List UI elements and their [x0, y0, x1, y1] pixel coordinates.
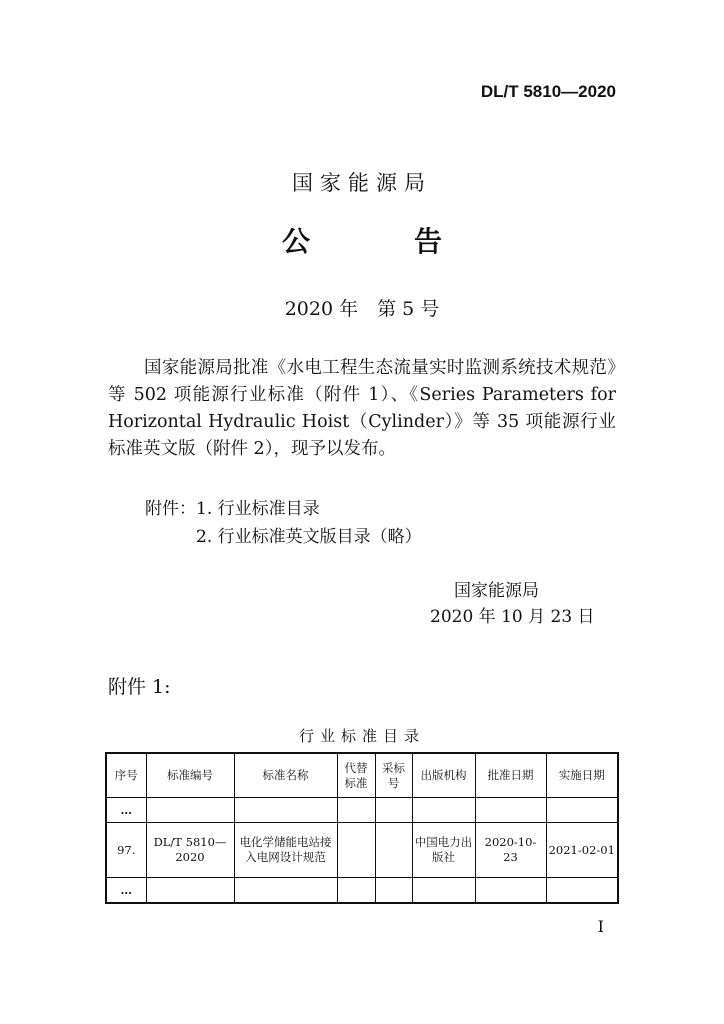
issuing-agency: 国家能源局: [292, 171, 432, 195]
row-seq: 97.: [106, 823, 146, 878]
ellipsis-cell: …: [106, 798, 146, 823]
table-row-ellipsis-bottom: [106, 878, 618, 904]
attachment-item-2: 2. 行业标准英文版目录（略）: [196, 527, 422, 547]
table-title: 行业标准目录: [298, 727, 425, 745]
row-replaces: [337, 823, 375, 878]
standard-number: DL/T 5810—2020: [480, 82, 616, 101]
row-number: DL/T 5810—2020: [146, 823, 234, 878]
row-effective: 2021-02-01: [546, 823, 618, 878]
table-row-ellipsis-top: [106, 798, 618, 823]
signature-date: 2020 年 10 月 23 日: [430, 607, 595, 627]
column-header-seq: 序号: [106, 753, 146, 798]
attachment-heading: 附件 1:: [108, 676, 171, 698]
notice-body: 国家能源局批准《水电工程生态流量实时监测系统技术规范》等 502 项能源行业标准（附件 1）、《Series Parameters for Horizontal Hydraulic Hoist（Cylinder）》等 35 项能源行业标准英文版（附件 2），现予以发布。: [108, 358, 616, 459]
column-header-number: 标准编号: [146, 753, 234, 798]
attachment-item-1: 附件：1. 行业标准目录: [145, 499, 320, 519]
notice-title: 公 告: [281, 225, 480, 258]
signature-organization: 国家能源局: [454, 581, 539, 601]
column-header-publisher: 出版机构: [412, 753, 475, 798]
row-publisher: 中国电力出版社: [412, 823, 475, 878]
table-header-row: [106, 753, 618, 798]
column-header-name: 标准名称: [234, 753, 337, 798]
column-header-adopted: 采标号: [375, 753, 412, 798]
row-adopted: [375, 823, 412, 878]
row-approved: 2020-10-23: [475, 823, 546, 878]
standards-catalog-table: [105, 752, 619, 904]
table-row: [106, 823, 618, 878]
row-name: 电化学储能电站接入电网设计规范: [234, 823, 337, 878]
issue-number: 2020 年 第 5 号: [284, 298, 440, 320]
column-header-approved: 批准日期: [475, 753, 546, 798]
column-header-effective: 实施日期: [546, 753, 618, 798]
column-header-replaces: 代替标准: [337, 753, 375, 798]
page-number: I: [597, 917, 604, 936]
ellipsis-cell: …: [106, 878, 146, 904]
